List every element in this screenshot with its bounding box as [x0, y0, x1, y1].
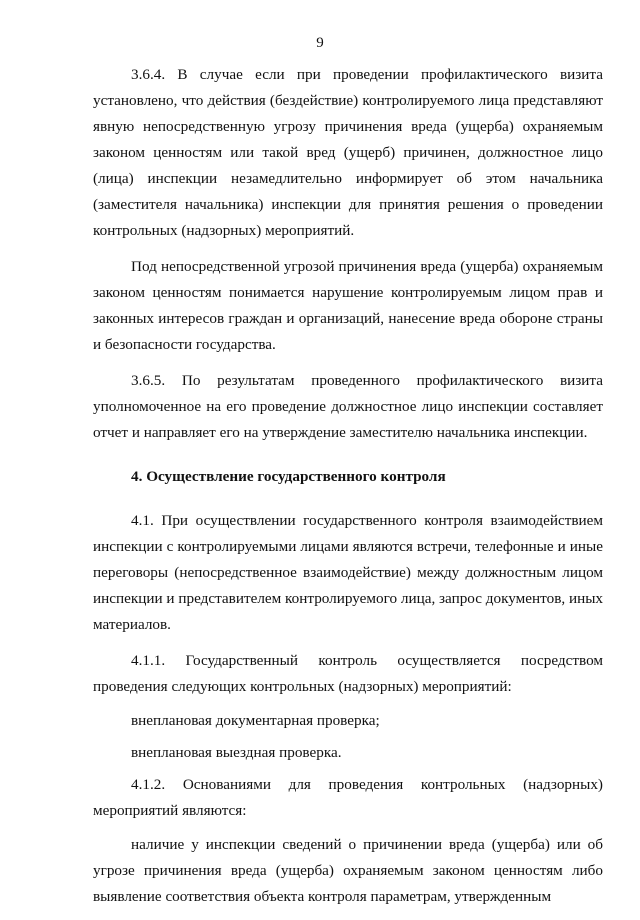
paragraph-3-6-5: 3.6.5. По результатам проведенного профилактического визита уполномоченное на его проведение должностное лицо инспекции составляет отчет и направляет его на утверждение заместителю начальника инспекции. — [93, 372, 603, 441]
paragraph-4-1-2: 4.1.2. Основаниями для проведения контрольных (надзорных) мероприятий являются: — [93, 776, 603, 819]
document-body — [93, 62, 603, 920]
section-heading: 4. Осуществление государственного контроля — [131, 468, 446, 485]
list-item-documentary-inspection: внеплановая документарная проверка; — [131, 712, 380, 729]
paragraph-4-1: 4.1. При осуществлении государственного контроля взаимодействием инспекции с контролируемыми лицами являются встречи, телефонные и иные переговоры (непосредственное взаимодействие) между должностным лицом инспекции и представителем контролируемого лица, запрос документов, иных материалов. — [93, 512, 604, 633]
paragraph-3-6-4: 3.6.4. В случае если при проведении профилактического визита установлено, что действия (бездействие) контролируемого лица представляют явную непосредственную угрозу причинения вреда (ущерба) охраняемым законом ценностям или такой вред (ущерб) причинен, должностное лицо (лица) инспекции незамедлительно информирует об этом начальника (заместителя начальника) инспекции для принятия решения о проведении контрольных (надзорных) мероприятий. — [93, 66, 603, 239]
paragraph-threat-definition: Под непосредственной угрозой причинения вреда (ущерба) охраняемым законом ценностям понимается нарушение контролируемым лицом прав и законных интересов граждан и организаций, нанесение вреда обороне страны и безопасности государства. — [93, 258, 603, 353]
paragraph-grounds: наличие у инспекции сведений о причинении вреда (ущерба) или об угрозе причинения вреда (ущерба) охраняемым законом ценностям либо выявление соответствия объекта контроля параметрам, утвержденным — [93, 836, 603, 905]
page-number: 9 — [316, 35, 324, 51]
list-item-onsite-inspection: внеплановая выездная проверка. — [131, 744, 342, 761]
paragraph-4-1-1: 4.1.1. Государственный контроль осуществляется посредством проведения следующих контрольных (надзорных) мероприятий: — [93, 652, 603, 695]
